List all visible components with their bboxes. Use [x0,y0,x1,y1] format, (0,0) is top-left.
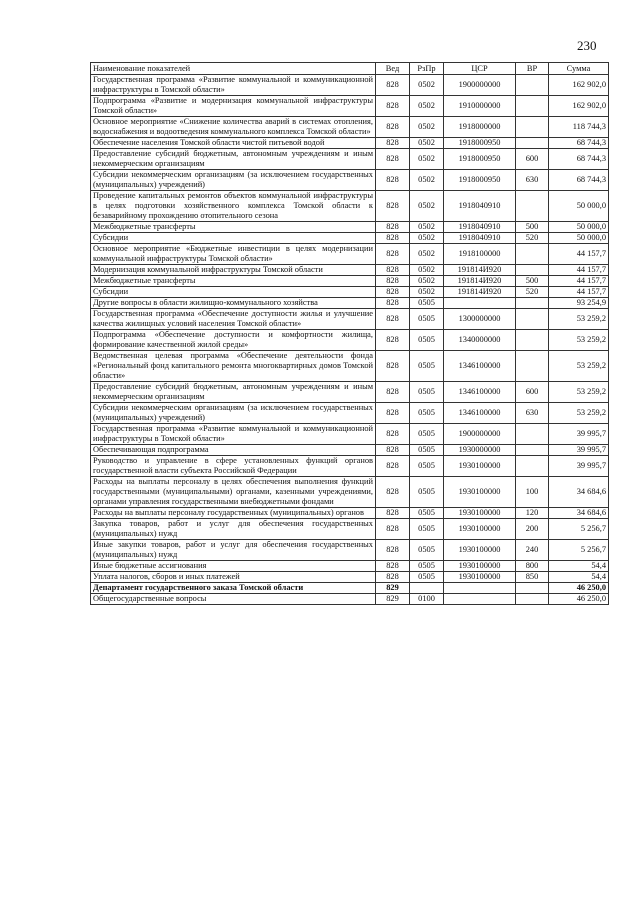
row-rzpr-cell: 0502 [410,287,444,298]
row-ved-cell: 828 [376,456,410,477]
row-rzpr-cell: 0502 [410,138,444,149]
row-csr-cell: 1300000000 [444,309,516,330]
table-row [91,445,609,456]
row-csr-cell: 1918000950 [444,170,516,191]
row-csr-cell: 1918100000 [444,244,516,265]
row-vr-cell [516,191,549,222]
row-name-cell: Межбюджетные трансферты [91,276,376,287]
table-row [91,222,609,233]
row-ved-cell: 828 [376,572,410,583]
row-name-cell: Основное мероприятие «Снижение количества аварий в системах отопления, водоснабжения и водоотведения коммунального комплекса Томской области» [91,117,376,138]
row-ved-cell: 829 [376,583,410,594]
table-row [91,309,609,330]
row-ved-cell: 828 [376,233,410,244]
row-csr-cell: 191814И920 [444,276,516,287]
row-sum-cell: 50 000,0 [549,222,609,233]
table-row [91,351,609,382]
row-ved-cell: 828 [376,117,410,138]
row-sum-cell: 118 744,3 [549,117,609,138]
row-csr-cell: 1930100000 [444,572,516,583]
row-ved-cell: 829 [376,594,410,605]
row-sum-cell: 46 250,0 [549,594,609,605]
row-name-cell: Иные закупки товаров, работ и услуг для обеспечения государственных (муниципальных) нужд [91,540,376,561]
row-vr-cell [516,75,549,96]
row-rzpr-cell: 0505 [410,477,444,508]
row-name-cell: Другие вопросы в области жилищно-коммунального хозяйства [91,298,376,309]
row-csr-cell: 191814И920 [444,287,516,298]
row-csr-cell: 1918040910 [444,222,516,233]
row-vr-cell: 630 [516,170,549,191]
row-rzpr-cell: 0100 [410,594,444,605]
row-vr-cell [516,456,549,477]
row-csr-cell: 1930000000 [444,445,516,456]
row-csr-cell: 1346100000 [444,382,516,403]
table-row [91,583,609,594]
row-sum-cell: 53 259,2 [549,403,609,424]
row-ved-cell: 828 [376,149,410,170]
row-sum-cell: 162 902,0 [549,75,609,96]
row-vr-cell [516,96,549,117]
row-sum-cell: 162 902,0 [549,96,609,117]
row-name-cell: Предоставление субсидий бюджетным, автономным учреждениям и иным некоммерческим организациям [91,382,376,403]
table-row [91,75,609,96]
row-ved-cell: 828 [376,191,410,222]
row-rzpr-cell: 0505 [410,298,444,309]
row-rzpr-cell: 0502 [410,191,444,222]
table-row [91,244,609,265]
row-sum-cell: 5 256,7 [549,519,609,540]
row-ved-cell: 828 [376,382,410,403]
row-sum-cell: 50 000,0 [549,233,609,244]
row-sum-cell: 54,4 [549,561,609,572]
row-ved-cell: 828 [376,561,410,572]
row-vr-cell [516,594,549,605]
row-ved-cell: 828 [376,96,410,117]
row-ved-cell: 828 [376,445,410,456]
row-name-cell: Субсидии [91,233,376,244]
row-rzpr-cell: 0502 [410,117,444,138]
row-rzpr-cell: 0502 [410,170,444,191]
table-row [91,594,609,605]
row-rzpr-cell: 0505 [410,519,444,540]
row-ved-cell: 828 [376,519,410,540]
row-vr-cell: 120 [516,508,549,519]
row-csr-cell: 1340000000 [444,330,516,351]
row-sum-cell: 39 995,7 [549,456,609,477]
row-name-cell: Обеспечение населения Томской области чистой питьевой водой [91,138,376,149]
row-vr-cell [516,351,549,382]
table-row [91,540,609,561]
table-row [91,117,609,138]
row-rzpr-cell: 0502 [410,222,444,233]
table-row [91,265,609,276]
row-vr-cell: 200 [516,519,549,540]
row-vr-cell: 240 [516,540,549,561]
row-sum-cell: 44 157,7 [549,276,609,287]
row-name-cell: Руководство и управление в сфере установленных функций органов государственной власти субъекта Российской Федерации [91,456,376,477]
row-ved-cell: 828 [376,276,410,287]
row-csr-cell: 1930100000 [444,519,516,540]
table-row [91,477,609,508]
row-vr-cell [516,138,549,149]
row-vr-cell [516,309,549,330]
row-vr-cell [516,298,549,309]
row-rzpr-cell: 0502 [410,75,444,96]
row-ved-cell: 828 [376,403,410,424]
row-rzpr-cell: 0502 [410,244,444,265]
budget-table [90,62,609,605]
row-rzpr-cell: 0502 [410,276,444,287]
row-name-cell: Модернизация коммунальной инфраструктуры Томской области [91,265,376,276]
row-vr-cell [516,265,549,276]
row-sum-cell: 44 157,7 [549,244,609,265]
header-csr: ЦСР [444,63,516,75]
row-ved-cell: 828 [376,477,410,508]
row-name-cell: Закупка товаров, работ и услуг для обеспечения государственных (муниципальных) нужд [91,519,376,540]
table-row [91,519,609,540]
row-name-cell: Обеспечивающая подпрограмма [91,445,376,456]
row-rzpr-cell: 0505 [410,382,444,403]
row-ved-cell: 828 [376,265,410,276]
row-name-cell: Основное мероприятие «Бюджетные инвестиции в целях модернизации коммунальной инфраструктуры Томской области» [91,244,376,265]
row-name-cell: Субсидии некоммерческим организациям (за исключением государственных (муниципальных) учреждений) [91,170,376,191]
row-csr-cell: 1900000000 [444,75,516,96]
header-rzpr: РзПр [410,63,444,75]
row-ved-cell: 828 [376,351,410,382]
row-ved-cell: 828 [376,222,410,233]
row-rzpr-cell: 0505 [410,540,444,561]
row-sum-cell: 53 259,2 [549,382,609,403]
row-vr-cell: 500 [516,222,549,233]
row-sum-cell: 68 744,3 [549,149,609,170]
row-sum-cell: 44 157,7 [549,287,609,298]
table-row [91,561,609,572]
row-name-cell: Иные бюджетные ассигнования [91,561,376,572]
table-row [91,191,609,222]
row-rzpr-cell: 0505 [410,424,444,445]
row-vr-cell [516,117,549,138]
row-csr-cell: 1930100000 [444,456,516,477]
row-rzpr-cell: 0502 [410,233,444,244]
row-csr-cell: 1918000950 [444,149,516,170]
row-csr-cell: 1930100000 [444,540,516,561]
table-row [91,170,609,191]
row-ved-cell: 828 [376,298,410,309]
row-sum-cell: 93 254,9 [549,298,609,309]
row-rzpr-cell: 0505 [410,561,444,572]
row-name-cell: Государственная программа «Развитие коммунальной и коммуникационной инфраструктуры в Томской области» [91,75,376,96]
table-row [91,330,609,351]
header-ved: Вед [376,63,410,75]
row-sum-cell: 39 995,7 [549,424,609,445]
row-sum-cell: 34 684,6 [549,477,609,508]
row-sum-cell: 44 157,7 [549,265,609,276]
row-rzpr-cell: 0505 [410,309,444,330]
row-csr-cell: 1918040910 [444,191,516,222]
row-name-cell: Государственная программа «Развитие коммунальной и коммуникационной инфраструктуры в Томской области» [91,424,376,445]
row-csr-cell: 1930100000 [444,508,516,519]
table-row [91,403,609,424]
row-vr-cell: 800 [516,561,549,572]
row-csr-cell: 1900000000 [444,424,516,445]
header-sum: Сумма [549,63,609,75]
row-ved-cell: 828 [376,287,410,298]
table-row [91,287,609,298]
table-row [91,456,609,477]
row-name-cell: Ведомственная целевая программа «Обеспечение деятельности фонда «Региональный фонд капитального ремонта многоквартирных домов Томской области» [91,351,376,382]
table-row [91,138,609,149]
row-rzpr-cell: 0505 [410,403,444,424]
row-rzpr-cell [410,583,444,594]
row-ved-cell: 828 [376,170,410,191]
row-csr-cell: 1918000950 [444,138,516,149]
row-ved-cell: 828 [376,75,410,96]
row-sum-cell: 68 744,3 [549,138,609,149]
row-sum-cell: 39 995,7 [549,445,609,456]
row-vr-cell [516,445,549,456]
row-vr-cell: 500 [516,276,549,287]
row-ved-cell: 828 [376,540,410,561]
row-vr-cell: 850 [516,572,549,583]
table-row [91,382,609,403]
row-name-cell: Общегосударственные вопросы [91,594,376,605]
row-name-cell: Департамент государственного заказа Томской области [91,583,376,594]
row-sum-cell: 34 684,6 [549,508,609,519]
row-vr-cell [516,424,549,445]
row-rzpr-cell: 0505 [410,456,444,477]
page-number: 230 [577,38,597,53]
row-name-cell: Государственная программа «Обеспечение доступности жилья и улучшение качества жилищных условий населения Томской области» [91,309,376,330]
row-ved-cell: 828 [376,330,410,351]
row-rzpr-cell: 0505 [410,330,444,351]
row-rzpr-cell: 0505 [410,572,444,583]
row-vr-cell [516,244,549,265]
table-row [91,298,609,309]
row-rzpr-cell: 0505 [410,445,444,456]
row-name-cell: Субсидии некоммерческим организациям (за исключением государственных (муниципальных) учреждений) [91,403,376,424]
row-vr-cell [516,583,549,594]
row-sum-cell: 53 259,2 [549,309,609,330]
row-sum-cell: 53 259,2 [549,330,609,351]
table-row [91,508,609,519]
row-ved-cell: 828 [376,138,410,149]
table-header-row [91,63,609,75]
row-csr-cell: 1346100000 [444,403,516,424]
table-row [91,233,609,244]
row-vr-cell: 100 [516,477,549,508]
row-name-cell: Уплата налогов, сборов и иных платежей [91,572,376,583]
row-sum-cell: 50 000,0 [549,191,609,222]
table-body [91,75,609,605]
row-rzpr-cell: 0505 [410,508,444,519]
row-name-cell: Подпрограмма «Обеспечение доступности и комфортности жилища, формирование качественной жилой среды» [91,330,376,351]
row-vr-cell: 600 [516,149,549,170]
row-csr-cell [444,298,516,309]
row-csr-cell: 1918000000 [444,117,516,138]
row-csr-cell: 1930100000 [444,477,516,508]
header-name: Наименование показателей [91,63,376,75]
table-row [91,276,609,287]
table-row [91,149,609,170]
row-vr-cell [516,330,549,351]
row-ved-cell: 828 [376,244,410,265]
row-name-cell: Предоставление субсидий бюджетным, автономным учреждениям и иным некоммерческим организациям [91,149,376,170]
row-ved-cell: 828 [376,424,410,445]
row-ved-cell: 828 [376,508,410,519]
row-name-cell: Проведение капитальных ремонтов объектов коммунальной инфраструктуры в целях подготовки хозяйственного комплекса Томской области к безаварийному прохождению отопительного сезона [91,191,376,222]
row-name-cell: Расходы на выплаты персоналу в целях обеспечения выполнения функций государственными (муниципальными) органами, казенными учреждениями, органами управления государственными внебюджетными фондами [91,477,376,508]
row-csr-cell: 1346100000 [444,351,516,382]
row-rzpr-cell: 0502 [410,96,444,117]
row-rzpr-cell: 0502 [410,265,444,276]
row-csr-cell [444,594,516,605]
row-csr-cell: 191814И920 [444,265,516,276]
row-vr-cell: 520 [516,287,549,298]
row-sum-cell: 46 250,0 [549,583,609,594]
row-rzpr-cell: 0505 [410,351,444,382]
row-csr-cell: 1918040910 [444,233,516,244]
row-csr-cell [444,583,516,594]
row-csr-cell: 1930100000 [444,561,516,572]
row-name-cell: Межбюджетные трансферты [91,222,376,233]
row-rzpr-cell: 0502 [410,149,444,170]
row-sum-cell: 68 744,3 [549,170,609,191]
row-vr-cell: 630 [516,403,549,424]
row-name-cell: Субсидии [91,287,376,298]
row-vr-cell: 520 [516,233,549,244]
row-name-cell: Подпрограмма «Развитие и модернизация коммунальной инфраструктуры Томской области» [91,96,376,117]
table-row [91,424,609,445]
row-sum-cell: 54,4 [549,572,609,583]
row-vr-cell: 600 [516,382,549,403]
header-vr: ВР [516,63,549,75]
row-ved-cell: 828 [376,309,410,330]
table-row [91,572,609,583]
row-name-cell: Расходы на выплаты персоналу государственных (муниципальных) органов [91,508,376,519]
table-row [91,96,609,117]
row-csr-cell: 1910000000 [444,96,516,117]
row-sum-cell: 5 256,7 [549,540,609,561]
row-sum-cell: 53 259,2 [549,351,609,382]
